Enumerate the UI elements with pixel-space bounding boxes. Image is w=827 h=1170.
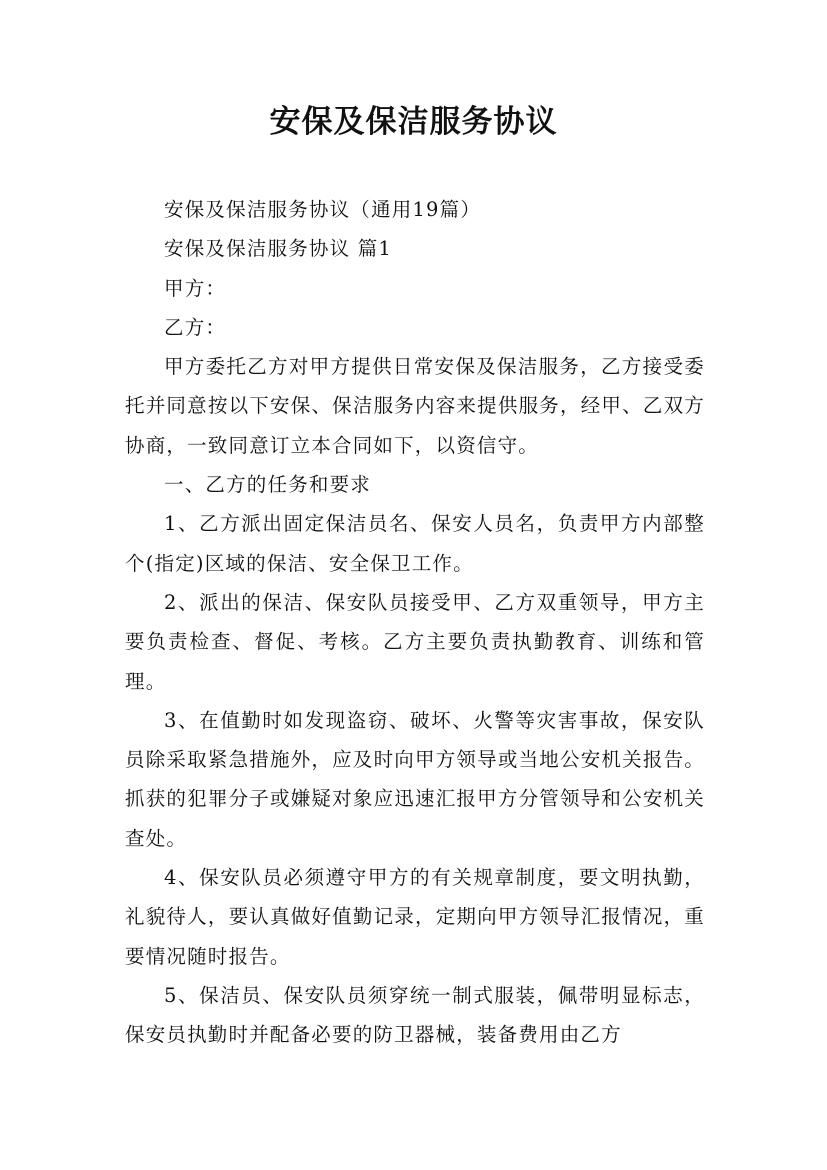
document-body: [125, 190, 705, 1055]
paragraph-intro: 甲方委托乙方对甲方提供日常安保及保洁服务，乙方接受委托并同意按以下安保、保洁服务内容来提供服务，经甲、乙双方协商，一致同意订立本合同如下，以资信守。: [125, 355, 705, 457]
paragraph-article-heading: 一、乙方的任务和要求: [164, 473, 372, 497]
document-title: 安保及保洁服务协议: [269, 104, 558, 140]
paragraph-party-a: 甲方：: [164, 276, 227, 300]
paragraph-clause-5: 5、保洁员、保安队员须穿统一制式服装，佩带明显标志，保安员执勤时并配备必要的防卫器械，装备费用由乙方: [125, 983, 705, 1047]
paragraph-clause-3: 3、在值勤时如发现盗窃、破坏、火警等灾害事故，保安队员除采取紧急措施外，应及时向甲方领导或当地公安机关报告。抓获的犯罪分子或嫌疑对象应迅速汇报甲方分管领导和公安机关查处。: [125, 708, 705, 850]
paragraph-party-b: 乙方：: [164, 315, 227, 339]
paragraph-clause-4: 4、保安队员必须遵守甲方的有关规章制度，要文明执勤，礼貌待人，要认真做好值勤记录，定期向甲方领导汇报情况，重要情况随时报告。: [125, 866, 705, 968]
paragraph-clause-1: 1、乙方派出固定保洁员名、保安人员名，负责甲方内部整个(指定)区域的保洁、安全保卫工作。: [125, 512, 705, 575]
paragraph-section-heading: 安保及保洁服务协议 篇1: [164, 237, 393, 261]
paragraph-clause-2: 2、派出的保洁、保安队员接受甲、乙方双重领导，甲方主要负责检查、督促、考核。乙方主要负责执勤教育、训练和管理。: [125, 590, 705, 693]
paragraph-subtitle: 安保及保洁服务协议（通用19篇）: [164, 198, 482, 221]
